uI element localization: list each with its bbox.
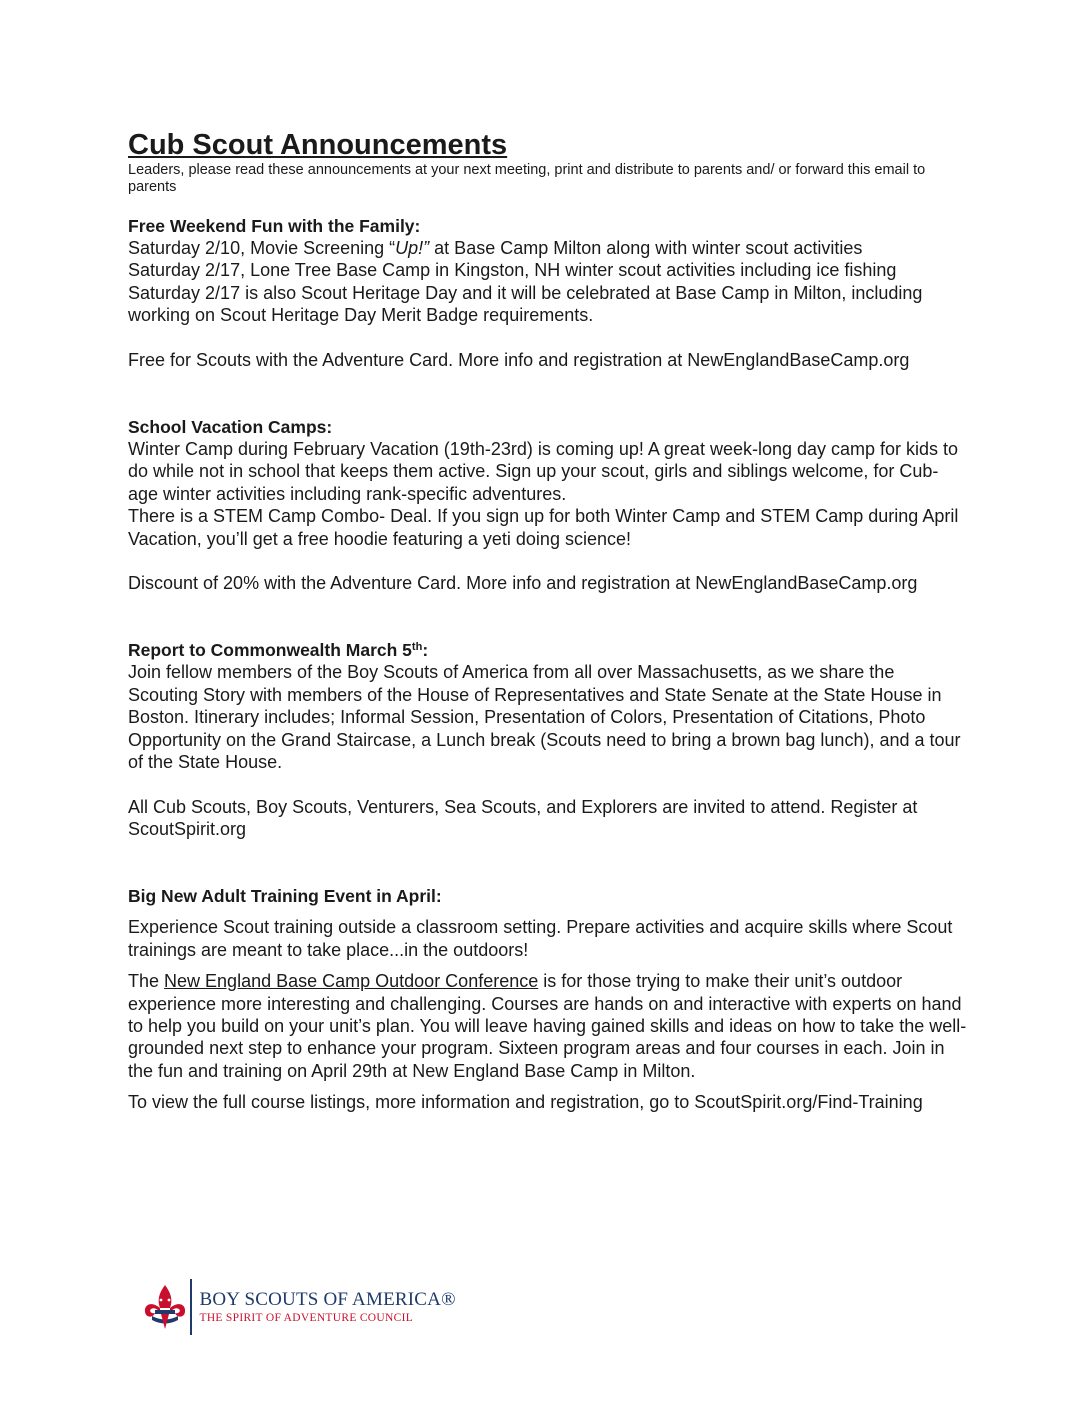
council-name-block (200, 1289, 456, 1326)
council-footer (140, 1278, 456, 1336)
paragraph: There is a STEM Camp Combo- Deal. If you sign up for both Winter Camp and STEM Camp during April Vacation, you’ll get a free hoodie featuring a yeti doing science! (128, 506, 959, 549)
conference-link[interactable]: New England Base Camp Outdoor Conference (164, 971, 539, 992)
fleur-de-lis-emblem-icon (140, 1283, 190, 1331)
section-report-commonwealth (128, 639, 968, 840)
registration-info: Free for Scouts with the Adventure Card. More info and registration at NewEnglandBaseCamp.org (128, 349, 910, 370)
announcement-document (128, 128, 968, 1114)
council-name: THE SPIRIT OF ADVENTURE COUNCIL (199, 1311, 414, 1324)
section-adult-training (128, 885, 968, 1113)
paragraph: Experience Scout training outside a classroom setting. Prepare activities and acquire skills where Scout trainings are meant to take place...in the outdoors! (128, 917, 953, 960)
paragraph: Winter Camp during February Vacation (19th-23rd) is coming up! A great week-long day camp for kids to do while not in school that keeps them active. Sign up your scout, girls and siblings welcome, for Cub-age winter activities including rank-specific adventures. (128, 439, 959, 504)
section-heading: Report to Commonwealth March 5th: (128, 640, 429, 661)
section-free-weekend (128, 215, 968, 371)
event-line: Saturday 2/10, Movie Screening “Up!” at Base Camp Milton along with winter scout activities (128, 238, 863, 258)
paragraph: To view the full course listings, more information and registration, go to ScoutSpirit.org/Find-Training (128, 1092, 923, 1113)
registration-info: All Cub Scouts, Boy Scouts, Venturers, Sea Scouts, and Explorers are invited to attend. Register at ScoutSpirit.org (128, 796, 918, 839)
section-heading: Big New Adult Training Event in April: (128, 886, 442, 907)
event-line: Saturday 2/17, Lone Tree Base Camp in Kingston, NH winter scout activities including ice fishing (128, 260, 897, 281)
section-vacation-camps (128, 416, 968, 594)
page-title: Cub Scout Announcements (128, 129, 508, 161)
event-line: Saturday 2/17 is also Scout Heritage Day and it will be celebrated at Base Camp in Milton, including working on Scout Heritage Day Merit Badge requirements. (128, 282, 923, 326)
paragraph: The New England Base Camp Outdoor Conference is for those trying to make their unit’s outdoor experience more interesting and challenging. Courses are hands on and interactive with experts on hand to help you build on your unit’s plan. You will leave having gained skills and ideas on how to take the well-grounded next step to enhance your program. Sixteen program areas and four courses in each. Join in the fun and training on April 29th at New England Base Camp in Milton. (128, 971, 967, 1081)
section-heading: Free Weekend Fun with the Family: (128, 216, 421, 236)
org-name: BOY SCOUTS OF AMERICA® (199, 1288, 456, 1310)
intro-text: Leaders, please read these announcements at your next meeting, print and distribute to parents and/ or forward this email to parents (128, 162, 926, 195)
section-heading: School Vacation Camps: (128, 417, 333, 438)
registration-info: Discount of 20% with the Adventure Card. More info and registration at NewEnglandBaseCamp.org (128, 573, 918, 594)
paragraph: Join fellow members of the Boy Scouts of America from all over Massachusetts, as we share the Scouting Story with members of the House of Representatives and State Senate at the State House in Boston. Itinerary includes; Informal Session, Presentation of Colors, Presentation of Citations, Photo Opportunity on the Grand Staircase, a Lunch break (Scouts need to bring a brown bag lunch), and a tour of the State House. (128, 662, 961, 773)
divider (190, 1279, 192, 1335)
